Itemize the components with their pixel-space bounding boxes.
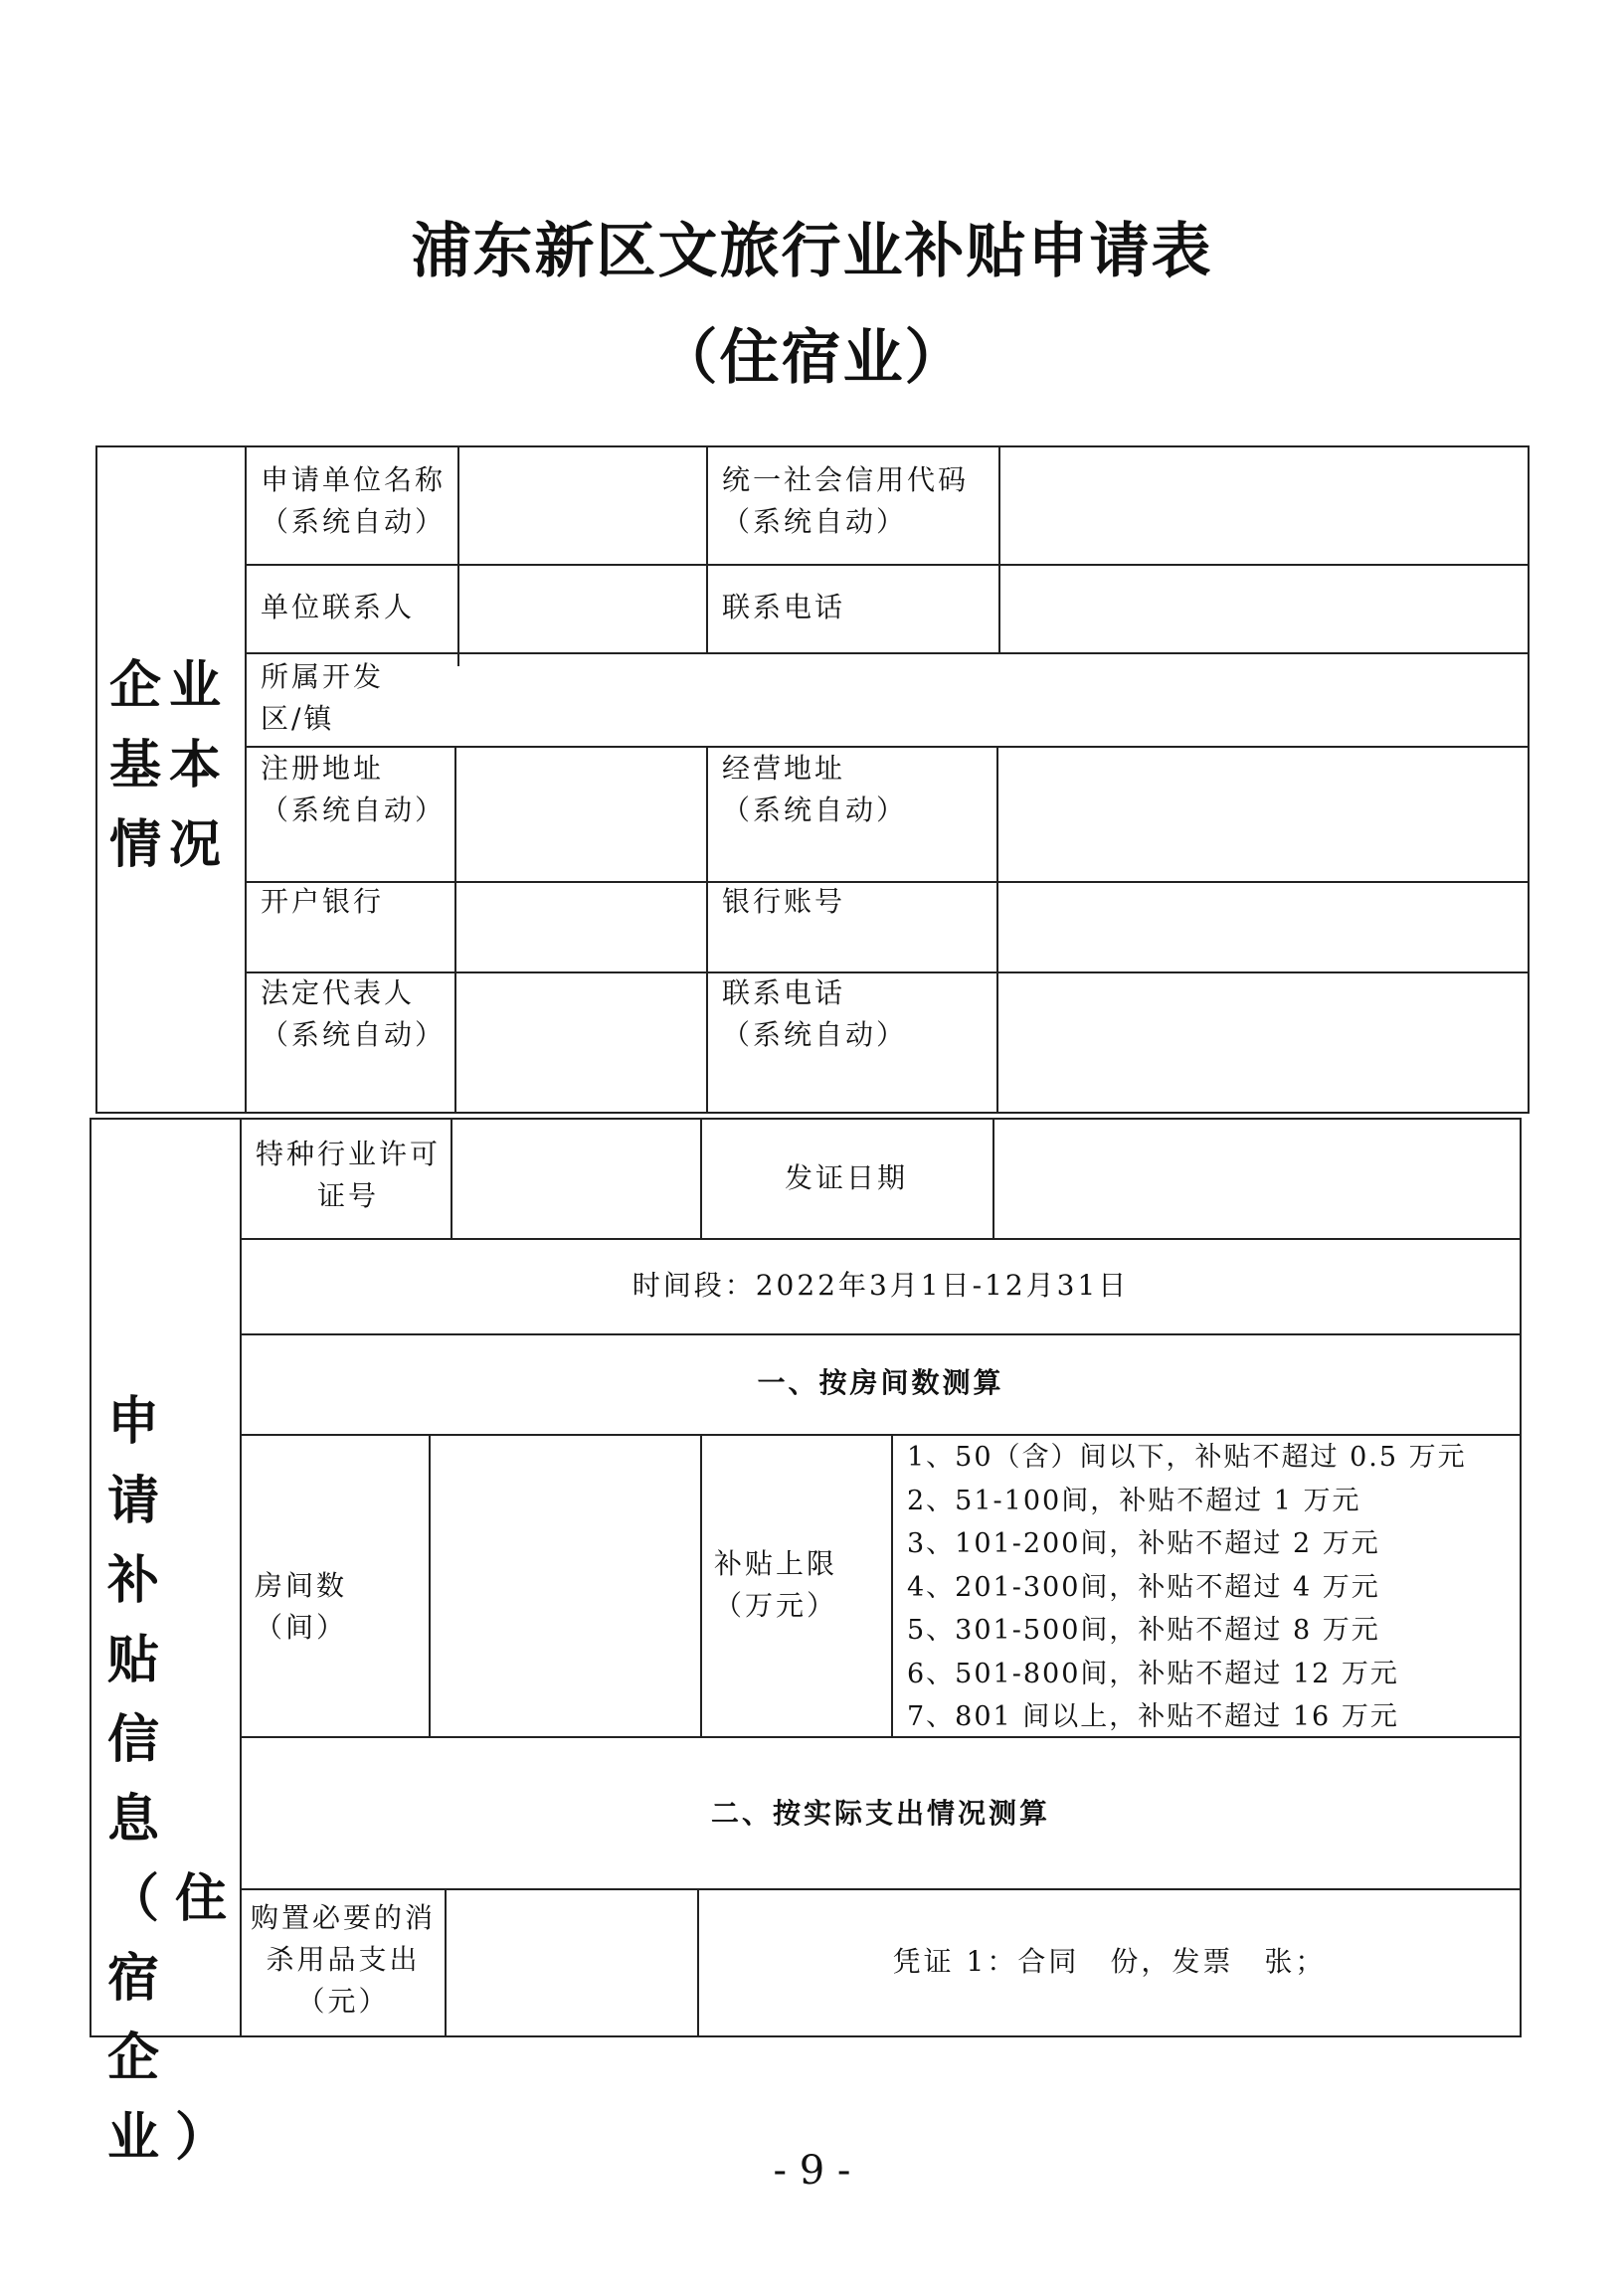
disinfect-field[interactable] <box>447 1890 695 2035</box>
contact-phone-field[interactable] <box>1000 566 1528 651</box>
bank-field[interactable] <box>456 883 704 970</box>
op-address-field[interactable] <box>998 748 1528 879</box>
rule-item: 7、801 间以上，补贴不超过 16 万元 <box>907 1701 1399 1732</box>
rule-item: 1、50（含）间以下，补贴不超过 0.5 万元 <box>907 1442 1467 1473</box>
rule-item: 6、501-800间，补贴不超过 12 万元 <box>907 1658 1399 1689</box>
reg-address-label: 注册地址 （系统自动） <box>261 752 447 826</box>
credit-code-field[interactable] <box>1000 447 1528 563</box>
rule-item: 4、201-300间，补贴不超过 4 万元 <box>907 1571 1380 1603</box>
rooms-field[interactable] <box>431 1436 698 1734</box>
legal-phone-field[interactable] <box>998 973 1528 1112</box>
part2-title: 二、按实际支出情况测算 <box>710 1797 1050 1830</box>
contact-phone-label: 联系电话 <box>722 591 846 623</box>
form-subtitle: （住宿业） <box>657 323 967 393</box>
subsidy-rules-list <box>907 1436 1519 1739</box>
contact-person-field[interactable] <box>459 566 704 651</box>
disinfect-label: 购置必要的消杀用品支出（元） <box>250 1901 436 2018</box>
rule-item: 5、301-500间，补贴不超过 8 万元 <box>907 1615 1380 1646</box>
district-field[interactable] <box>459 654 1528 744</box>
cap-label: 补贴上限（万元） <box>714 1547 838 1622</box>
legal-rep-field[interactable] <box>456 973 704 1112</box>
rule-item: 3、101-200间，补贴不超过 2 万元 <box>907 1528 1380 1559</box>
rooms-label: 房间数（间） <box>255 1569 348 1644</box>
license-label: 特种行业许可证号 <box>255 1138 441 1212</box>
account-label: 银行账号 <box>722 885 846 918</box>
account-field[interactable] <box>998 883 1528 970</box>
section-label-company-info: 企业基本情况 <box>109 655 230 875</box>
period-text: 时间段：2022年3月1日-12月31日 <box>632 1269 1130 1302</box>
form-title: 浦东新区文旅行业补贴申请表 <box>411 217 1213 286</box>
issue-date-label: 发证日期 <box>784 1161 908 1194</box>
section-label-subsidy-info: 申请补贴信息（住宿企业） <box>107 1391 244 2168</box>
part1-title: 一、按房间数测算 <box>757 1366 1004 1399</box>
page-number: - 9 - <box>773 2148 851 2194</box>
credit-code-label: 统一社会信用代码 （系统自动） <box>722 463 970 538</box>
contact-person-label: 单位联系人 <box>261 591 416 623</box>
legal-phone-label: 联系电话 （系统自动） <box>722 976 908 1051</box>
district-label: 所属开发区/镇 <box>261 660 385 735</box>
applicant-name-field[interactable] <box>459 447 704 563</box>
issue-date-field[interactable] <box>994 1120 1520 1236</box>
bank-label: 开户银行 <box>261 885 385 918</box>
op-address-label: 经营地址 （系统自动） <box>722 752 908 826</box>
voucher-text: 凭证 1：合同 份，发票 张； <box>892 1945 1327 1978</box>
applicant-name-label: 申请单位名称 （系统自动） <box>261 463 447 538</box>
legal-rep-label: 法定代表人 （系统自动） <box>261 976 447 1051</box>
license-field[interactable] <box>452 1120 698 1236</box>
reg-address-field[interactable] <box>456 748 704 879</box>
rule-item: 2、51-100间，补贴不超过 1 万元 <box>907 1485 1361 1516</box>
